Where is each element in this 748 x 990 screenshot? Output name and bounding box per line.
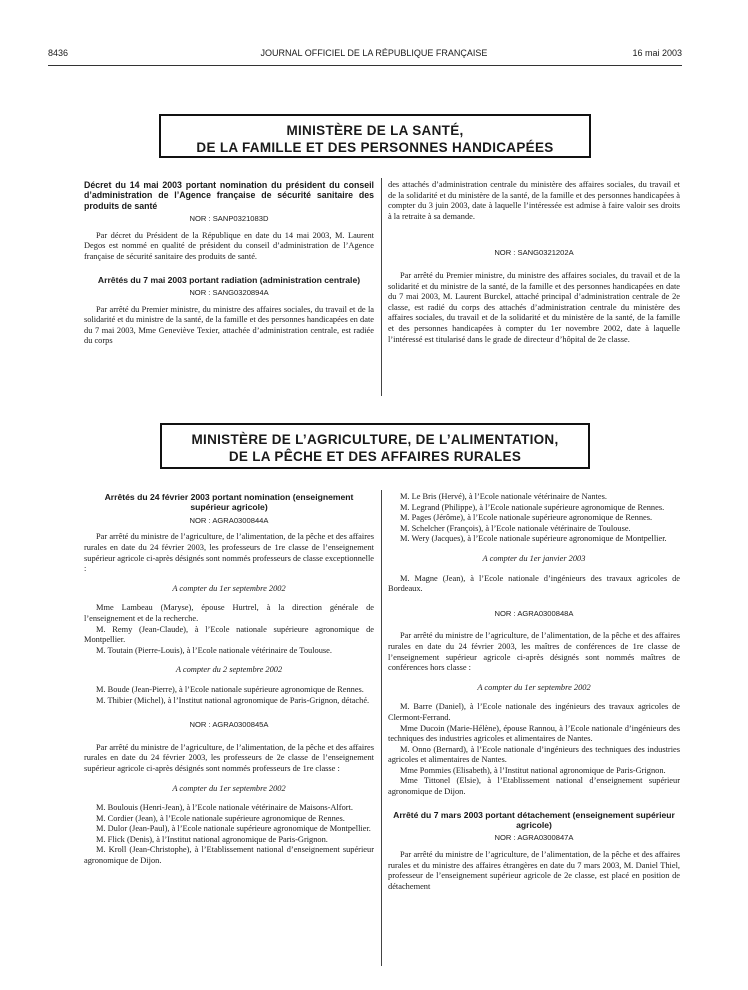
- page-number: 8436: [48, 48, 69, 58]
- agriculture-left-column: [84, 492, 374, 867]
- nor-reference: NOR : SANG0320894A: [189, 288, 269, 297]
- column-divider: [381, 178, 382, 396]
- nor-reference: NOR : AGRA0300848A: [494, 608, 574, 618]
- nomination-entry: M. Remy (Jean-Claude), à l’Ecole nationale supérieure agronomique de Montpellier.: [84, 624, 374, 645]
- nomination-entry: M. Flick (Denis), à l’Institut national agronomique de Paris-Grignon.: [96, 834, 328, 844]
- nor-reference: NOR : SANP0321083D: [189, 214, 269, 224]
- nomination-entry: Mme Tittonel (Elsie), à l’Etablissement national d’enseignement supérieur agronomique de Dijon.: [388, 776, 680, 797]
- arrete-title: Arrêté du 7 mars 2003 portant détachement (enseignement supérieur agricole): [393, 809, 675, 831]
- ministry-heading-line2: DE LA PÊCHE ET DES AFFAIRES RURALES: [228, 449, 522, 464]
- nor-reference: NOR : AGRA0300844A: [189, 515, 269, 525]
- issue-date: 16 mai 2003: [632, 48, 682, 58]
- nomination-entry: Mme Lambeau (Maryse), épouse Hurtrel, à la direction générale de l’enseignement et de la recherche.: [84, 603, 374, 623]
- nomination-entry: M. Magne (Jean), à l’Ecole nationale d’ingénieurs des travaux agricoles de Bordeaux.: [388, 573, 680, 594]
- ministry-heading-line1: MINISTÈRE DE LA SANTÉ,: [286, 123, 464, 138]
- agriculture-right-column: [388, 492, 680, 892]
- column-divider: [381, 490, 382, 966]
- nomination-entry: M. Onno (Bernard), à l’Ecole nationale d’ingénieurs des techniques des industries agricoles et alimentaires de Nantes.: [388, 744, 680, 765]
- continuation-paragraph: des attachés d’administration centrale du ministère des affaires sociales, du travail et de la solidarité et du ministère de la santé, de la famille et des personnes handicapées à compter du 3 juin 2003, date à laquelle l’intéressée est admise à faire valoir ses droits à la retraite à sa demande.: [388, 180, 680, 221]
- nomination-entry: Mme Ducoin (Marie-Hélène), épouse Rannou, à l’Ecole nationale d’ingénieurs des techniques des industries agricoles et alimentaires de Nantes.: [388, 723, 680, 744]
- nomination-entry: M. Le Bris (Hervé), à l’Ecole nationale vétérinaire de Nantes.: [400, 492, 607, 501]
- nomination-entry: M. Thibier (Michel), à l’Institut national agronomique de Paris-Grignon, détaché.: [96, 695, 370, 705]
- decret-title: Décret du 14 mai 2003 portant nomination du président du conseil d’administration de l’Agence française de sécurité sanitaire des produits de santé: [84, 180, 374, 211]
- sante-right-column: [388, 180, 680, 345]
- journal-title: JOURNAL OFFICIEL DE LA RÉPUBLIQUE FRANÇAISE: [260, 48, 488, 58]
- nomination-entry: M. Wery (Jacques), à l’Ecole nationale supérieure agronomique de Montpellier.: [400, 534, 667, 544]
- nomination-entry: M. Legrand (Philippe), à l’Ecole nationale supérieure agronomique de Rennes.: [400, 502, 665, 512]
- decret-paragraph: Par décret du Président de la République en date du 14 mai 2003, M. Laurent Degos est nommé en qualité de président du conseil d’administration de l’Agence française de sécurité sanitaire des produits de santé.: [84, 230, 374, 261]
- arrete-title: Arrêtés du 7 mai 2003 portant radiation (administration centrale): [97, 274, 361, 285]
- ministry-heading-line2: DE LA FAMILLE ET DES PERSONNES HANDICAPÉES: [196, 140, 554, 155]
- ministry-heading-agriculture: [160, 423, 590, 469]
- arrete-paragraph: Par arrêté du ministre de l’agriculture, de l’alimentation, de la pêche et des affaires rurales en date du 24 février 2003, les professeurs de 1re classe de l’enseignement supérieur agricole ci-après désignés sont nommés professeurs de classe exceptionnelle :: [84, 532, 374, 574]
- nor-reference: NOR : SANG0321202A: [494, 248, 574, 258]
- nomination-entry: Mme Pommies (Elisabeth), à l’Institut national agronomique de Paris-Grignon.: [400, 765, 666, 775]
- nomination-entry: M. Boude (Jean-Pierre), à l’Ecole nationale supérieure agronomique de Rennes.: [96, 684, 364, 694]
- ministry-heading-line1: MINISTÈRE DE L’AGRICULTURE, DE L’ALIMENTATION,: [191, 432, 559, 447]
- effective-date: A compter du 1er septembre 2002: [477, 682, 591, 692]
- arrete-paragraph: Par arrêté du ministre de l’agriculture, de l’alimentation, de la pêche et des affaires rurales en date du 24 février 2003, les maîtres de conférences de 1re classe de l’enseignement supérieur agricole ci-après désignés sont nommés maîtres de conférences hors classe :: [388, 631, 680, 673]
- nomination-entry: M. Pages (Jérôme), à l’Ecole nationale supérieure agronomique de Rennes.: [400, 513, 653, 523]
- arrete-paragraph: Par arrêté du Premier ministre, du ministre des affaires sociales, du travail et de la solidarité et du ministre de la santé, de la famille et des personnes handicapées en date du 7 mai 2003, Mme Geneviève Texier, attachée d’administration centrale, est radiée du corps: [84, 304, 374, 346]
- nomination-entry: M. Schelcher (François), à l’Ecole nationale vétérinaire de Toulouse.: [400, 523, 631, 533]
- nomination-entry: M. Barre (Daniel), à l’Ecole nationale des ingénieurs des travaux agricoles de Clermont-Ferrand.: [388, 702, 680, 722]
- header-rule: [48, 65, 682, 66]
- ministry-heading-sante: [159, 114, 591, 158]
- running-header: [0, 48, 748, 62]
- nor-reference: NOR : AGRA0300845A: [189, 720, 269, 730]
- effective-date: A compter du 1er septembre 2002: [172, 783, 286, 793]
- arrete-paragraph: Par arrêté du Premier ministre, du ministre des affaires sociales, du travail et de la solidarité et du ministre de la santé, de la famille et des personnes handicapées en date du 7 mai 2003, M. Laurent Burckel, attaché principal d’administration centrale de 2e classe, est radié du corps des attachés d’administration centrale du ministère des affaires sociales, du travail et de la solidarité et du ministère de la santé, de la famille et des personnes handicapées à compter du 1er novembre 2002, date à laquelle l’intéressé est titularisé dans le grade de directeur d’hôpital de 2e classe.: [388, 270, 680, 344]
- effective-date: A compter du 2 septembre 2002: [175, 665, 283, 675]
- nomination-entry: M. Cordier (Jean), à l’Ecole nationale supérieure agronomique de Rennes.: [96, 813, 345, 823]
- effective-date: A compter du 1er septembre 2002: [172, 583, 286, 593]
- nor-reference: NOR : AGRA0300847A: [494, 833, 574, 843]
- sante-left-column: [84, 180, 374, 347]
- arretes-title: Arrêtés du 24 février 2003 portant nomination (enseignement supérieur agricole): [104, 492, 354, 513]
- nomination-entry: M. Kroll (Jean-Christophe), à l’Etablissement national d’enseignement supérieur agronomique de Dijon.: [84, 845, 374, 866]
- nomination-entry: M. Dulor (Jean-Paul), à l’Ecole nationale supérieure agronomique de Montpellier.: [96, 824, 371, 834]
- effective-date: A compter du 1er janvier 2003: [482, 553, 586, 563]
- arrete-paragraph: Par arrêté du ministre de l’agriculture, de l’alimentation, de la pêche et des affaires rurales en date du 24 février 2003, les professeurs de 2e classe de l’enseignement supérieur agricole ci-après désignés sont nommés professeurs de 1re classe :: [84, 742, 374, 773]
- nomination-entry: M. Toutain (Pierre-Louis), à l’Ecole nationale vétérinaire de Toulouse.: [96, 645, 332, 655]
- arrete-paragraph: Par arrêté du ministre de l’agriculture, de l’alimentation, de la pêche et des affaires rurales et du ministre des affaires étrangères en date du 7 mars 2003, M. Daniel Thiel, professeur de l’enseignement supérieur agricole de 2e classe, est placé en position de détachement: [388, 850, 680, 891]
- nomination-entry: M. Boulouis (Henri-Jean), à l’Ecole nationale vétérinaire de Maisons-Alfort.: [96, 803, 353, 813]
